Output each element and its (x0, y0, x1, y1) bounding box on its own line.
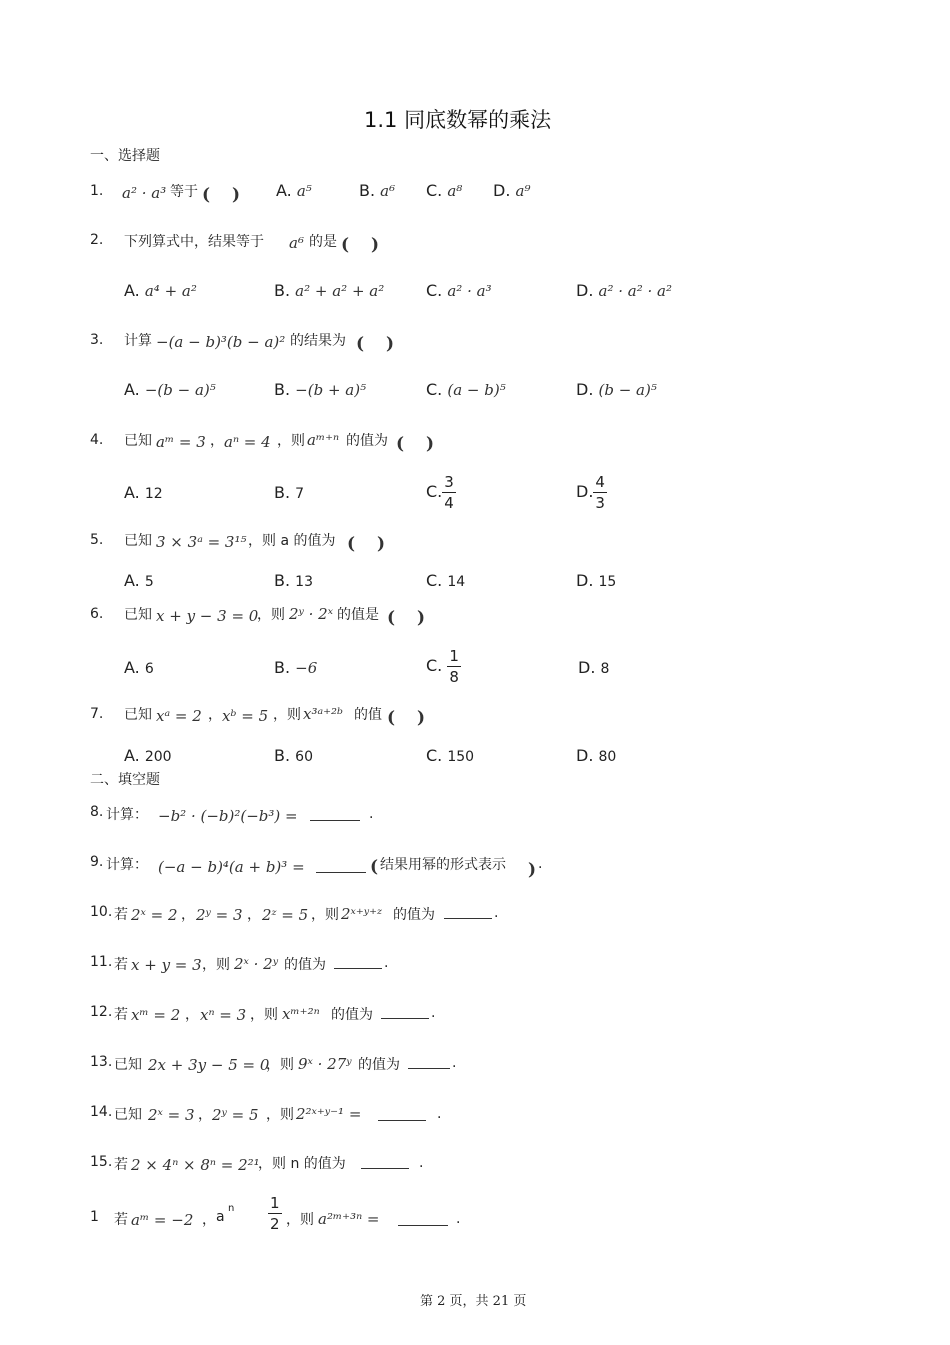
question-text: 的是 (309, 234, 337, 250)
option-a: A. −(b − a)⁵ (124, 380, 216, 399)
question-text: 计算： (106, 807, 148, 823)
math-expression: (−a − b)⁴(a + b)³ = (158, 858, 305, 876)
option-c: C. 150 (426, 746, 475, 765)
separator: ， (202, 1212, 216, 1228)
question-text: 若 (114, 1212, 128, 1228)
question-text: 的结果为 (290, 333, 346, 349)
answer-blank (334, 956, 382, 969)
answer-parentheses: ( ) (396, 434, 443, 454)
option-a: A. 6 (124, 658, 154, 677)
option-c: C. (a − b)⁵ (426, 380, 506, 399)
option-b: B. a⁶ (359, 181, 396, 200)
math-expression: 2ˣ = 2 (131, 906, 178, 924)
answer-parentheses: ( ) (202, 185, 249, 205)
option-b: B. 60 (274, 746, 313, 765)
question-text: 的值为 (358, 1057, 400, 1073)
answer-blank (378, 1108, 426, 1121)
question-text: ，则 (250, 1007, 278, 1023)
period: . (538, 856, 543, 872)
option-a: A. 200 (124, 746, 172, 765)
math-expression: 3 × 3ᵃ = 3¹⁵ (156, 533, 247, 551)
question-number: 1 (90, 1209, 99, 1225)
question-text: 若 (114, 907, 128, 923)
question-text: 已知 (124, 433, 152, 449)
question-text: 若 (114, 1007, 128, 1023)
period: . (494, 905, 499, 921)
math-expression: 2ʸ · 2ˣ (289, 605, 334, 623)
superscript-n: n (228, 1203, 235, 1214)
question-text: 的值为 (393, 907, 435, 923)
math-expression: x + y = 3 (131, 956, 202, 974)
option-d: D. $\frac{4}{3}$ (576, 473, 605, 512)
question-number: 7. (90, 706, 104, 722)
question-text: ，则 (273, 707, 301, 723)
question-text: 的值为 (284, 957, 326, 973)
question-number: 9. (90, 854, 104, 870)
question-text: 已知 (114, 1107, 142, 1123)
separator: ， (185, 1007, 199, 1023)
question-text: 已知 (124, 533, 152, 549)
section-heading-fill: 二、填空题 (90, 772, 160, 788)
question-text: a (216, 1209, 225, 1225)
option-c: C. $\frac{1}{8}$ (426, 647, 459, 686)
question-number: 5. (90, 532, 104, 548)
question-text: ，则 n 的值为 (258, 1156, 346, 1172)
math-expression: xᵐ = 2 (131, 1006, 181, 1024)
option-c: C. $\frac{3}{4}$ (426, 473, 454, 512)
option-d: D. 8 (578, 658, 610, 677)
math-expression: 9ˣ · 27ʸ (298, 1055, 352, 1073)
math-expression: x + y − 3 = 0 (156, 607, 259, 625)
math-expression: −b² · (−b)²(−b³) = (158, 807, 298, 825)
math-expression: a⁶ (289, 234, 304, 252)
question-text: 下列算式中，结果等于 (124, 234, 264, 250)
question-number: 3. (90, 332, 104, 348)
period: . (369, 806, 374, 822)
option-c: C. 14 (426, 571, 466, 590)
question-text: 已知 (114, 1057, 142, 1073)
note-paren-close: ) (528, 860, 537, 880)
question-number: 10. (90, 904, 113, 920)
question-number: 4. (90, 432, 104, 448)
question-text: ，则 (277, 433, 305, 449)
math-expression: 2ʸ = 5 (212, 1106, 259, 1124)
question-text: ，则 (266, 1057, 294, 1073)
separator: ， (181, 907, 195, 923)
option-a: A. 12 (124, 483, 163, 502)
option-b: B. a² + a² + a² (274, 281, 385, 300)
math-expression: 2ˣ = 3 (148, 1106, 195, 1124)
answer-parentheses: ( ) (341, 235, 388, 255)
answer-blank (381, 1006, 429, 1019)
answer-parentheses: ( ) (387, 608, 434, 628)
question-text: 的值是 (337, 607, 379, 623)
question-text: 若 (114, 1157, 128, 1173)
question-number: 15. (90, 1154, 113, 1170)
question-number: 14. (90, 1104, 113, 1120)
option-a: A. a⁵ (276, 181, 312, 200)
option-a: A. a⁴ + a² (124, 281, 197, 300)
period: . (452, 1055, 457, 1071)
question-number: 12. (90, 1004, 113, 1020)
math-expression: 2ˣ · 2ʸ (234, 955, 279, 973)
question-text: ，则 (266, 1107, 294, 1123)
math-expression: aᵐ = −2 (131, 1211, 194, 1229)
answer-blank (444, 906, 492, 919)
question-number: 8. (90, 804, 104, 820)
option-c: C. a² · a³ (426, 281, 492, 300)
option-d: D. 80 (576, 746, 617, 765)
option-a: A. 5 (124, 571, 154, 590)
answer-blank (316, 860, 366, 873)
question-text: 若 (114, 957, 128, 973)
math-expression: xᵇ = 5 (222, 707, 269, 725)
note-paren-open: ( (370, 857, 379, 877)
option-d: D. a⁹ (493, 181, 531, 200)
question-text: 等于 (170, 184, 198, 200)
answer-blank (310, 808, 360, 821)
separator: ， (198, 1107, 212, 1123)
answer-blank (398, 1213, 448, 1226)
question-text: 已知 (124, 607, 152, 623)
answer-blank (361, 1156, 409, 1169)
answer-parentheses: ( ) (347, 534, 394, 554)
math-expression: x³ᵃ⁺²ᵇ (303, 705, 344, 723)
math-expression: 2x + 3y − 5 = 0 (148, 1056, 270, 1074)
question-number: 13. (90, 1054, 113, 1070)
period: . (419, 1155, 424, 1171)
period: . (384, 955, 389, 971)
question-text: ，则 (202, 957, 230, 973)
question-text: 已知 (124, 707, 152, 723)
option-b: B. 13 (274, 571, 313, 590)
separator: ， (208, 707, 222, 723)
option-d: D. (b − a)⁵ (576, 380, 657, 399)
question-number: 2. (90, 232, 104, 248)
separator: ， (210, 433, 224, 449)
question-text: 计算 (124, 333, 152, 349)
math-expression: −(a − b)³(b − a)² (156, 333, 286, 351)
math-expression: 2ˣ⁺ʸ⁺ᶻ (341, 905, 383, 923)
math-expression: 2ʸ = 3 (196, 906, 243, 924)
question-text: ，则 (286, 1212, 314, 1228)
page-footer: 第 2 页，共 21 页 (420, 1294, 527, 1309)
math-expression: xⁿ = 3 (200, 1006, 247, 1024)
math-expression: a²ᵐ⁺³ⁿ = (318, 1210, 380, 1228)
fraction-one-half: $\frac{1}{2}$ (270, 1194, 280, 1233)
option-d: D. a² · a² · a² (576, 281, 672, 300)
question-number: 6. (90, 606, 104, 622)
question-text: ，则 a 的值为 (248, 533, 336, 549)
period: . (431, 1005, 436, 1021)
question-text: 的值 (354, 707, 382, 723)
question-number: 11. (90, 954, 113, 970)
question-text: 计算： (106, 857, 148, 873)
math-expression: xᵐ⁺²ⁿ (282, 1005, 320, 1023)
separator: ， (247, 907, 261, 923)
math-expression: 2²ˣ⁺ʸ⁻¹ = (296, 1105, 362, 1123)
page-title: 1.1 同底数幂的乘法 (364, 108, 552, 132)
math-expression: aᵐ = 3 (156, 433, 206, 451)
math-expression: 2 × 4ⁿ × 8ⁿ = 2²¹ (131, 1156, 260, 1174)
option-b: B. −6 (274, 658, 318, 677)
math-expression: xᵃ = 2 (156, 707, 202, 725)
answer-parentheses: ( ) (356, 334, 403, 354)
section-heading-choice: 一、选择题 (90, 148, 160, 164)
option-b: B. −(b + a)⁵ (274, 380, 367, 399)
math-expression: a² · a³ (122, 184, 167, 202)
option-b: B. 7 (274, 483, 305, 502)
answer-blank (408, 1056, 450, 1069)
question-text: 的值为 (331, 1007, 373, 1023)
answer-parentheses: ( ) (387, 708, 434, 728)
question-text: 的值为 (346, 433, 388, 449)
option-c: C. a⁸ (426, 181, 463, 200)
question-text: ，则 (311, 907, 339, 923)
period: . (437, 1106, 442, 1122)
option-d: D. 15 (576, 571, 617, 590)
question-note: 结果用幂的形式表示 (380, 857, 506, 873)
period: . (456, 1211, 461, 1227)
math-expression: aᵐ⁺ⁿ (307, 431, 340, 449)
question-text: ，则 (257, 607, 285, 623)
question-number: 1. (90, 183, 104, 199)
math-expression: aⁿ = 4 (224, 433, 271, 451)
math-expression: 2ᶻ = 5 (262, 906, 309, 924)
